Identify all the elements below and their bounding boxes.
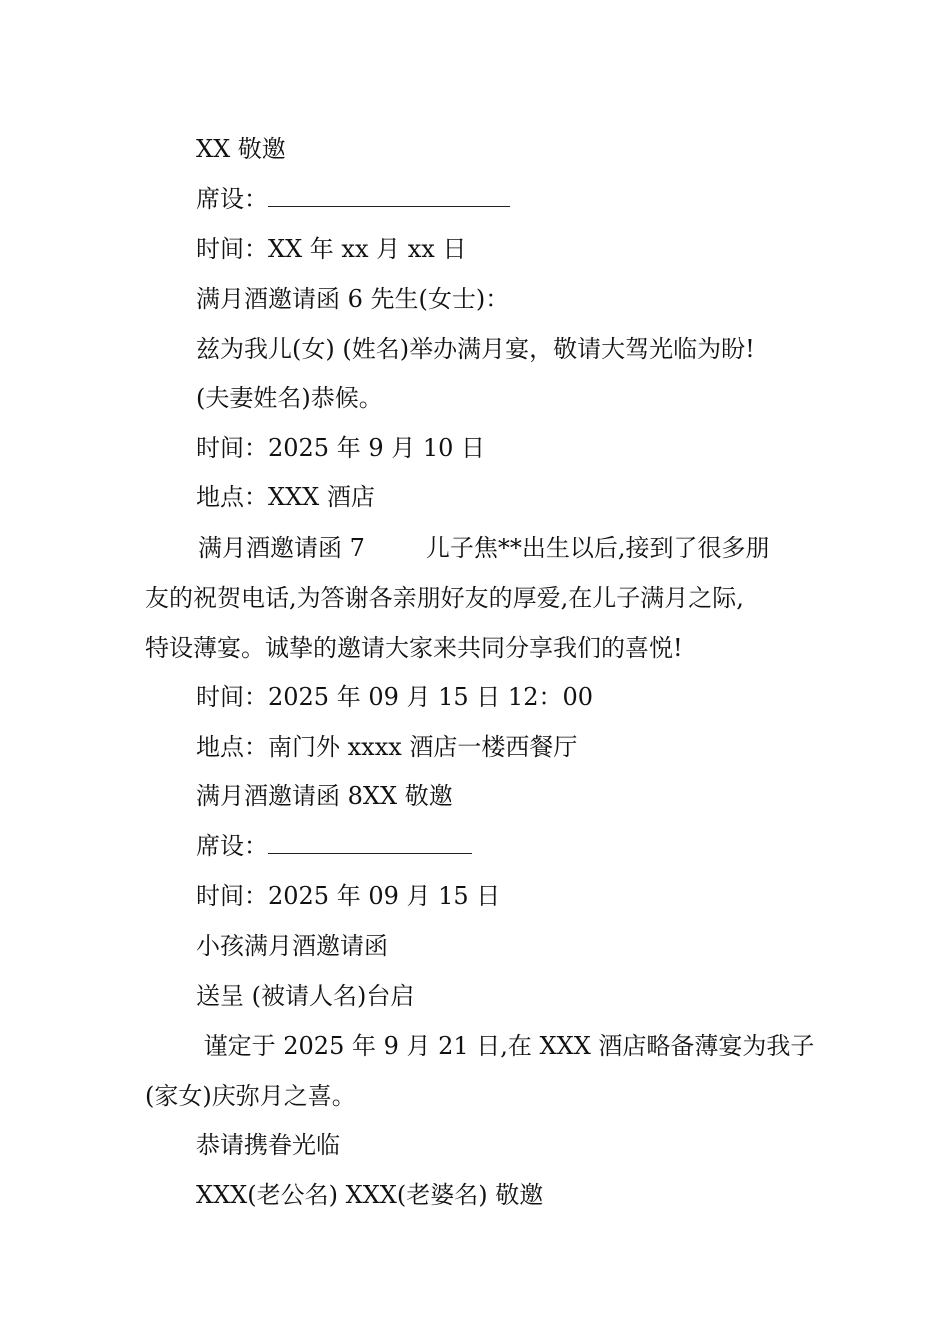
text-line: 兹为我儿(女) (姓名)举办满月宴，敬请大驾光临为盼! [196,335,755,363]
text-line: 满月酒邀请函 8XX 敬邀 [196,782,453,810]
text-line: 满月酒邀请函 6 先生(女士)： [196,285,510,313]
text-line: 送呈 (被请人名)台启 [196,982,415,1010]
text-line: 谨定于 2025 年 9 月 21 日,在 XXX 酒店略备薄宴为我子 [196,1032,815,1060]
text-line: 地点：XXX 酒店 [196,483,375,511]
text-line: 时间：XX 年 xx 月 xx 日 [196,235,467,263]
text-line: 时间：2025 年 9 月 10 日 [196,434,486,462]
text-line: 时间：2025 年 09 月 15 日 [196,882,501,910]
text-line: 席设： [196,832,268,860]
text-line: 小孩满月酒邀请函 [196,932,388,960]
text-line: 满月酒邀请函 7 儿子焦**出生以后,接到了很多朋 [198,534,770,562]
seat-blank [268,831,472,854]
text-line: 地点：南门外 xxxx 酒店一楼西餐厅 [196,733,578,761]
seat-blank [268,184,510,207]
text-line: (夫妻姓名)恭候。 [196,384,383,412]
seat-line [196,831,472,861]
text-line: 友的祝贺电话,为答谢各亲朋好友的厚爱,在儿子满月之际, [145,584,744,612]
text-line: 恭请携眷光临 [196,1131,340,1159]
seat-line [196,184,510,214]
text-line: XXX(老公名) XXX(老婆名) 敬邀 [196,1181,544,1209]
text-line: 时间：2025 年 09 月 15 日 12：00 [196,683,594,711]
text-line: (家女)庆弥月之喜。 [145,1082,356,1110]
text-line: 席设： [196,185,268,213]
text-line: 特设薄宴。诚挚的邀请大家来共同分享我们的喜悦! [145,634,683,662]
text-line: XX 敬邀 [196,135,286,163]
